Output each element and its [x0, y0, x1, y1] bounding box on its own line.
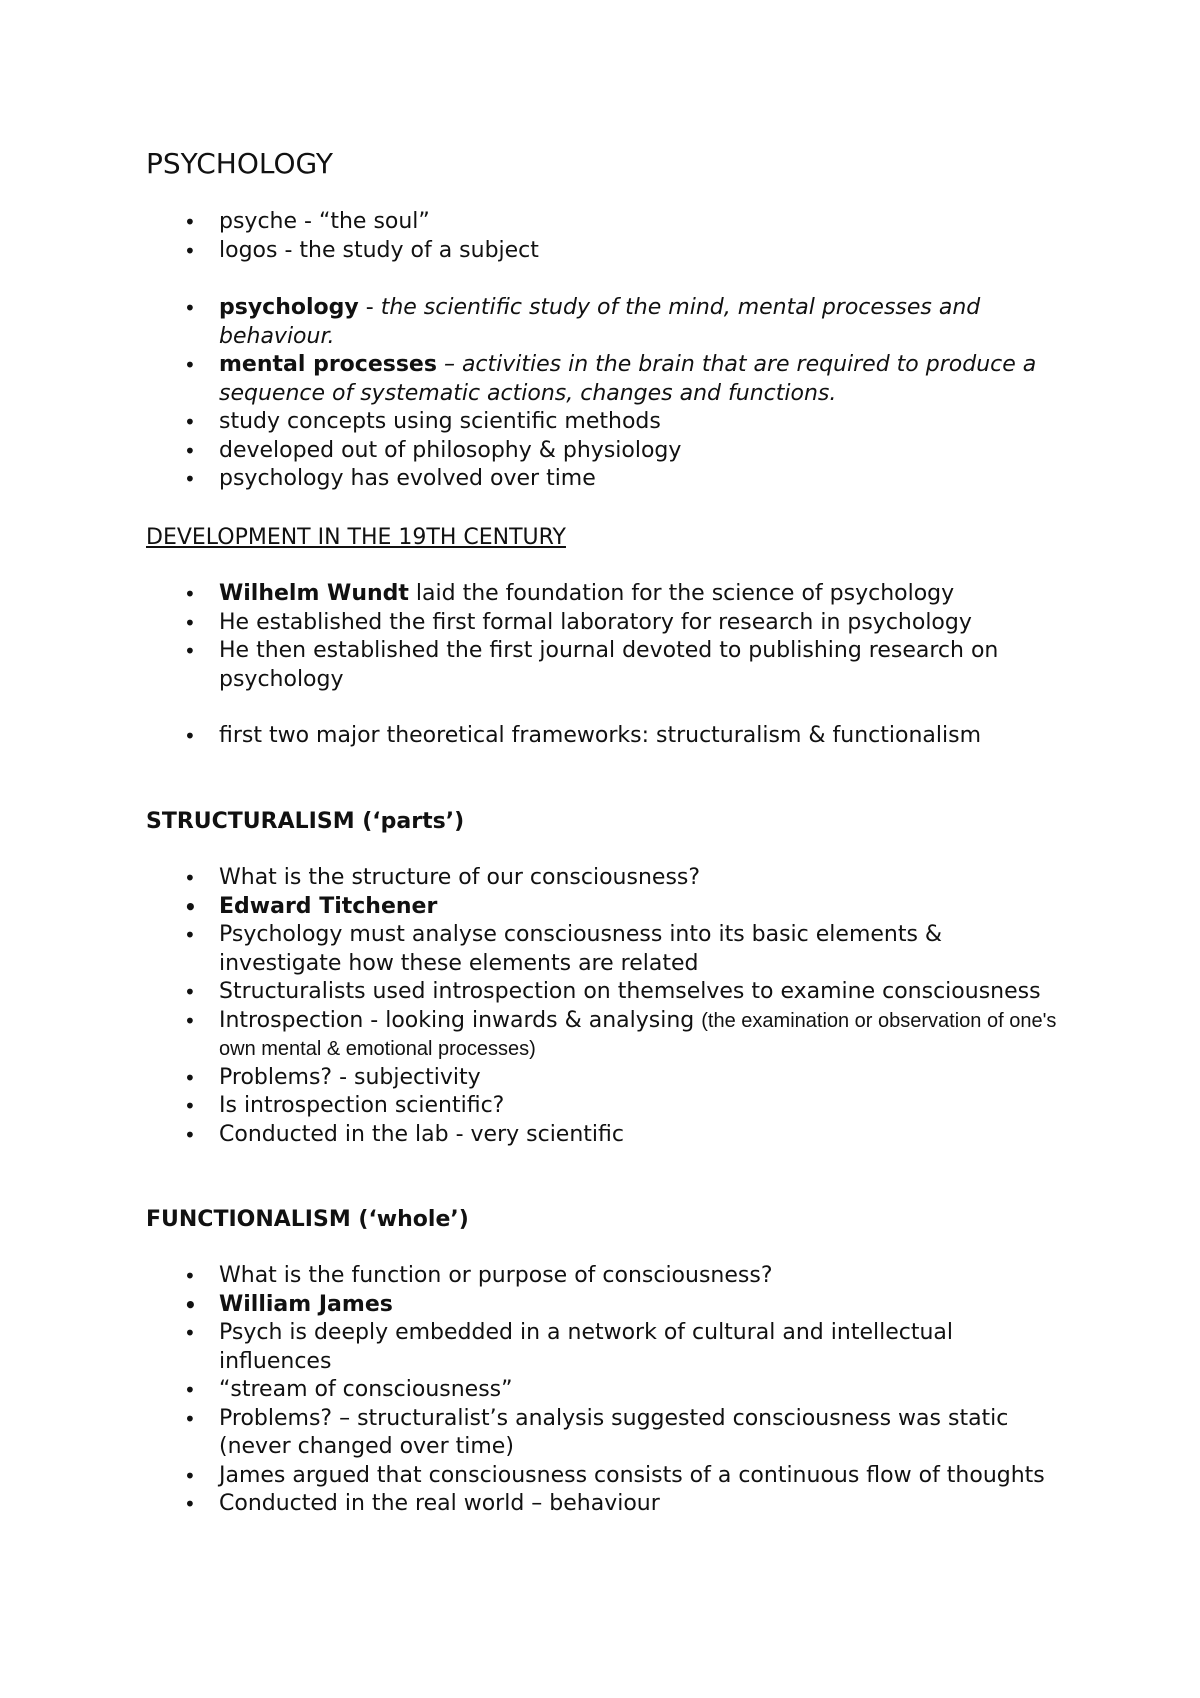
definition-mental-processes: activities in the brain that are required to produce a sequence of systematic actions, changes and functions.: [219, 352, 1037, 406]
list-item: • Structuralists used introspection on themselves to examine consciousness: [0, 978, 1060, 1007]
person-wundt: Wilhelm Wundt: [219, 581, 409, 606]
term-mental-processes: mental processes: [219, 352, 437, 377]
list-item-wundt: [0, 580, 1060, 609]
list-item: • Problems? - subjectivity: [0, 1064, 1060, 1093]
list-item: • developed out of philosophy & physiology: [0, 437, 1060, 466]
list-item-mental-processes-definition: [0, 351, 1060, 408]
list-item-person: • Edward Titchener: [0, 893, 1060, 922]
list-item: • psyche - “the soul”: [0, 208, 1060, 237]
intro-list: [0, 208, 1060, 265]
introspection-main: Introspection - looking inwards & analysing: [219, 1007, 702, 1033]
list-item: • Is introspection scientific?: [0, 1092, 1060, 1121]
list-item-person: • William James: [0, 1291, 1060, 1320]
list-item: • study concepts using scientific methods: [0, 408, 1060, 437]
development-heading: DEVELOPMENT IN THE 19TH CENTURY: [146, 525, 566, 550]
list-item: • first two major theoretical frameworks: structuralism & functionalism: [0, 722, 1060, 751]
definition-psychology: the scientific study of the mind, mental processes and behaviour.: [219, 295, 981, 349]
functionalism-heading: FUNCTIONALISM (‘whole’): [146, 1207, 469, 1232]
term-separator: –: [436, 352, 462, 377]
frameworks-list: [0, 722, 1060, 751]
list-item: • What is the function or purpose of consciousness?: [0, 1262, 1060, 1291]
list-item: • What is the structure of our consciousness?: [0, 864, 1060, 893]
page-title: PSYCHOLOGY: [146, 147, 333, 180]
development-list: [0, 580, 1060, 694]
list-item: • He established the first formal laboratory for research in psychology: [0, 609, 1060, 638]
list-item: • “stream of consciousness”: [0, 1376, 1060, 1405]
list-item-psychology-definition: [0, 294, 1060, 351]
list-item: • Psychology must analyse consciousness into its basic elements & investigate how these elements are related: [0, 921, 1060, 978]
list-item: • logos - the study of a subject: [0, 237, 1060, 266]
definitions-list: [0, 294, 1060, 494]
list-item: • Conducted in the lab - very scientific: [0, 1121, 1060, 1150]
functionalism-list: [0, 1262, 1060, 1519]
list-item: • Problems? – structuralist’s analysis suggested consciousness was static (never changed over time): [0, 1405, 1060, 1462]
structuralism-heading: STRUCTURALISM (‘parts’): [146, 809, 465, 834]
introspection-note: (the examination or observation of one's own mental & emotional processes): [219, 1009, 1057, 1060]
list-item: • He then established the first journal devoted to publishing research on psychology: [0, 637, 1060, 694]
list-item: • Conducted in the real world – behaviour: [0, 1490, 1060, 1519]
list-item: • psychology has evolved over time: [0, 465, 1060, 494]
term-separator: -: [358, 295, 381, 320]
list-item: • James argued that consciousness consists of a continuous flow of thoughts: [0, 1462, 1060, 1491]
wundt-text: laid the foundation for the science of psychology: [408, 581, 955, 606]
term-psychology: psychology: [219, 295, 359, 320]
list-item: • Psych is deeply embedded in a network of cultural and intellectual influences: [0, 1319, 1060, 1376]
structuralism-list: [0, 864, 1060, 1149]
list-item-introspection: [0, 1007, 1060, 1064]
